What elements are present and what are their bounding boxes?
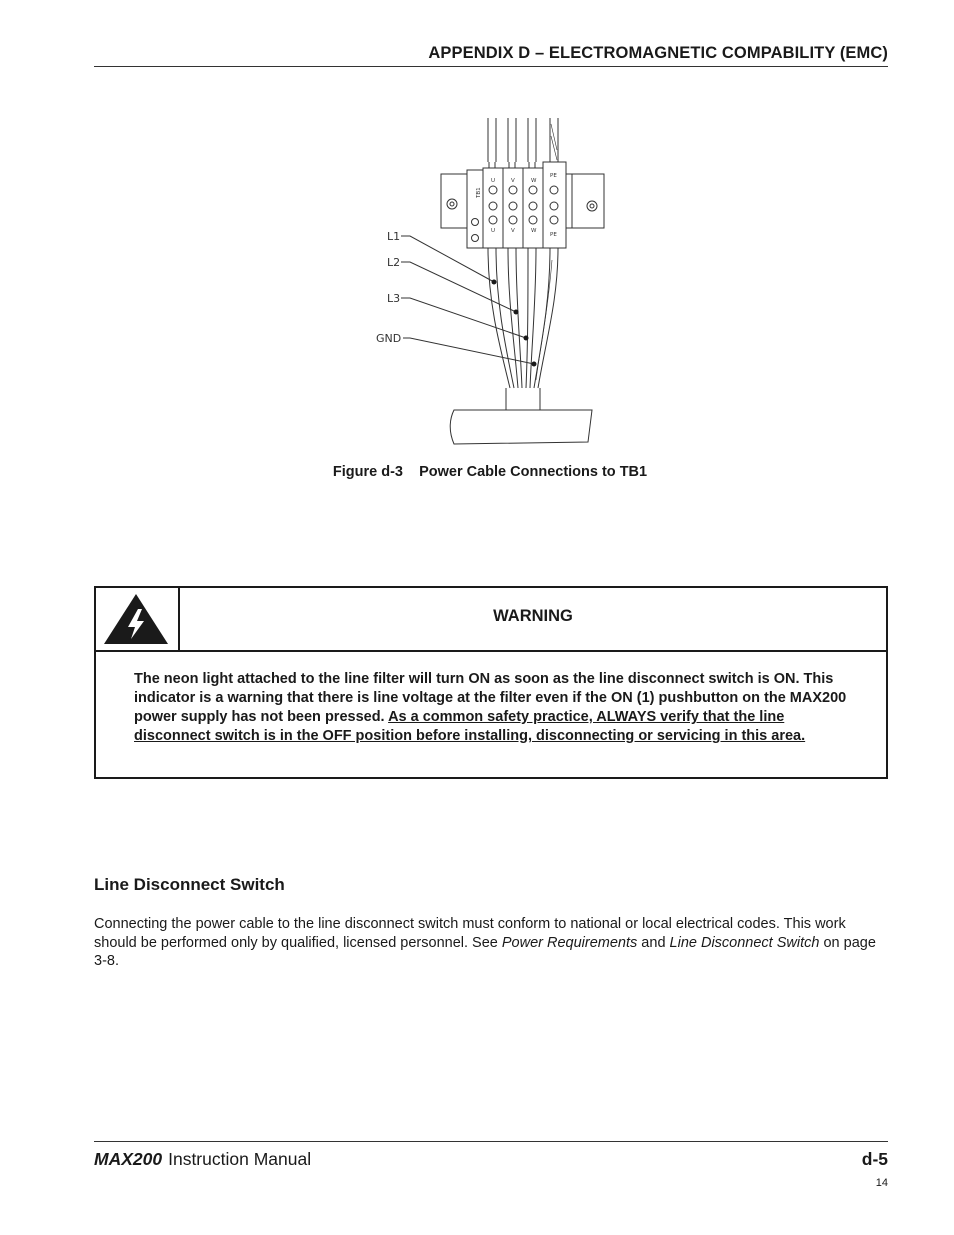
label-l1: L1 [387, 230, 401, 243]
section-body-text-1: Connecting the power cable to the line disconnect switch must conform to national or local electrical codes. This work should be performed only by qualified, licensed personnel. See [94, 916, 846, 951]
warning-text [134, 670, 854, 746]
wire-l1 [488, 248, 510, 388]
section-body [94, 915, 884, 971]
figure-caption: Figure d-3 Power Cable Connections to TB1 [332, 464, 648, 480]
footer-model: MAX200 [94, 1149, 163, 1169]
warning-box [94, 586, 888, 779]
leader-l2 [401, 262, 516, 312]
terminal-v-top-label: V [511, 178, 515, 184]
terminal-pe-bottom-label: PE [550, 232, 557, 238]
warning-header [96, 588, 886, 652]
warning-icon-cell [96, 588, 180, 650]
cable-jacket [450, 410, 592, 444]
tb1-wiring-diagram [370, 110, 610, 450]
power-cable-figure [370, 110, 610, 450]
terminal-u-top-label: U [491, 178, 496, 184]
leader-l3 [401, 298, 526, 338]
footer-manual: Instruction Manual [168, 1149, 312, 1169]
warning-text-plain: The neon light attached to the line filter will turn ON as soon as the line disconnect switch is ON. This indicator is a warning that there is line voltage at the filter even if the ON (1) pushbutton on the MAX200 power supply has not been pressed. [134, 671, 847, 725]
terminal-pe-top-label: PE [550, 173, 557, 179]
cable-top-1 [488, 118, 496, 168]
warning-text-underlined: As a common safety practice, ALWAYS verify that the line disconnect switch is in the OFF position before installing, disconnecting or servicing in this area. [134, 709, 806, 744]
footer-sheet-number: 14 [875, 1177, 888, 1189]
terminal-u-bottom-label: U [491, 228, 496, 234]
terminal-w-top-label: W [531, 178, 537, 184]
cable-top-2 [508, 118, 516, 168]
section-body-text-3: on page 3-8. [94, 934, 876, 969]
label-l3: L3 [387, 292, 401, 305]
label-l2: L2 [387, 256, 401, 269]
section-title: Line Disconnect Switch [94, 875, 285, 894]
electrical-hazard-icon [100, 591, 172, 647]
footer-rule [94, 1141, 888, 1142]
footer-page-number: d-5 [861, 1149, 888, 1169]
cable-top-3 [528, 118, 536, 168]
page-header-title: APPENDIX D – ELECTROMAGNETIC COMPABILITY (EMC) [428, 44, 888, 62]
footer-manual-title [94, 1149, 311, 1170]
wire-l3 [526, 248, 528, 388]
terminal-v-bottom-label: V [511, 228, 515, 234]
reference-line-disconnect-switch: Line Disconnect Switch [669, 934, 820, 951]
warning-title: WARNING [493, 607, 573, 625]
label-gnd: GND [376, 332, 402, 345]
section-body-text-2: and [637, 934, 670, 951]
reference-power-requirements: Power Requirements [501, 934, 638, 951]
cable-sheath [506, 388, 540, 410]
terminal-w-bottom-label: W [531, 228, 537, 234]
tb1-end-block [467, 170, 483, 248]
label-tb1: TB1 [476, 187, 482, 198]
header-rule [94, 66, 888, 67]
